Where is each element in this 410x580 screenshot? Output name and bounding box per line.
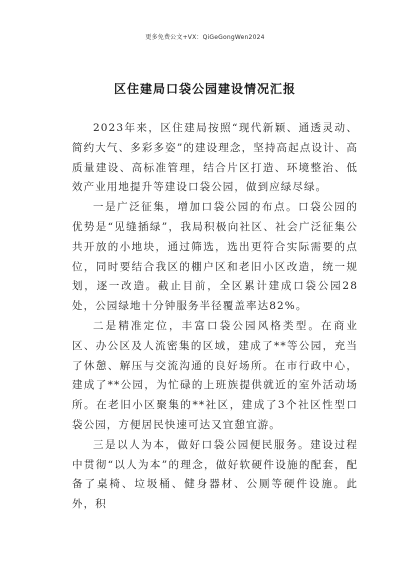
header-note: 更多免费公文+VX：QiGeGongWen2024: [145, 34, 265, 41]
paragraph-intro: 2023年来，区住建局按照“现代新颖、通透灵动、简约大气、多彩多姿”的建设理念，坚持高起点设计、高质量建设、高标准管理，结合片区打造、环境整治、低效产业用地提升等建设口袋公园，做到应绿尽绿。: [72, 122, 358, 194]
paragraph-point-three: 三是以人为本，做好口袋公园便民服务。建设过程中贯彻“以人为本”的理念，做好软硬件设施的配套，配备了桌椅、垃圾桶、健身器材、公厕等硬件设施。此外，积: [72, 438, 358, 511]
document-title: 区住建局口袋公园建设情况汇报: [113, 82, 296, 96]
document-body: [72, 119, 358, 515]
paragraph-point-one: 一是广泛征集，增加口袋公园的布点。口袋公园的优势是“见缝插绿”，我局积极向社区、社会广泛征集公共开放的小地块，通过筛选，选出更符合实际需要的点位，同时要结合我区的棚户区和老旧小区改造，统一规划，逐一改造。截止目前，全区累计建成口袋公园28处，公园绿地十分钟服务半径覆盖率达82%。: [72, 201, 358, 313]
paragraph-point-two: 二是精准定位，丰富口袋公园风格类型。在商业区、办公区及人流密集的区域，建成了**等公园，充当了休憩、解压与交流沟通的良好场所。在市行政中心，建成了**公园，为忙碌的上班族提供就近的室外活动场所。在老旧小区聚集的**社区，建成了3个社区性型口袋公园，方便居民快速可达又宜憩宜游。: [72, 319, 358, 431]
